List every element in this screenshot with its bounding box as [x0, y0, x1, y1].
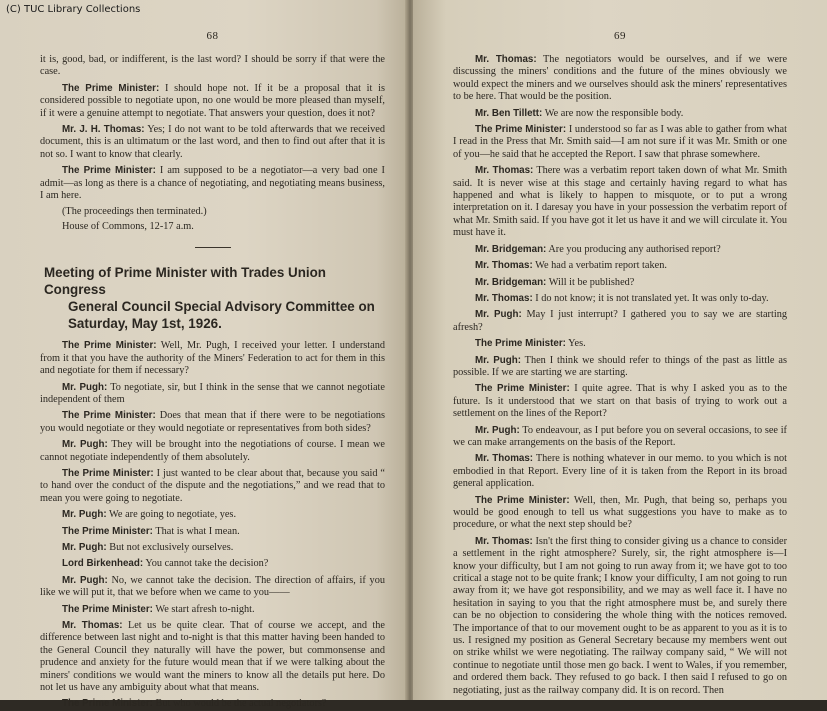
dialogue-paragraph	[453, 355, 787, 380]
terminated-note: (The proceedings then terminated.)	[62, 206, 207, 218]
speaker-name: The Prime Minister:	[62, 603, 153, 615]
speaker-name: The Prime Minister:	[62, 410, 156, 422]
speech-text: We had a verbatim report taken.	[535, 260, 667, 272]
speech-text: May I just interrupt? I gathered you to say we are starting afresh?	[453, 309, 787, 333]
dialogue-paragraph	[453, 453, 787, 490]
dialogue-paragraph	[40, 558, 385, 570]
speech-text: I am supposed to be a negotiator—a very bad one I admit—as long as there is a chance of negotiating, and negotiating means business, I am here.	[40, 165, 385, 202]
speech-text: Well, then, Mr. Pugh, that being so, perhaps you would be good enough to tell us what suggestions you have to make as to procedure, or what the next step should be?	[453, 494, 788, 531]
right-page-number: 69	[614, 30, 626, 42]
speech-text: You cannot take the decision?	[145, 558, 269, 570]
speaker-name: The Prime Minister:	[475, 494, 570, 506]
dialogue-paragraph	[453, 425, 787, 450]
speaker-name: Mr. Pugh:	[475, 309, 522, 321]
dialogue-paragraph	[453, 383, 787, 420]
speaker-name: Mr. Bridgeman:	[475, 276, 547, 288]
dialogue-paragraph	[40, 340, 385, 377]
dialogue-paragraph	[40, 382, 385, 407]
dialogue-paragraph	[40, 509, 385, 521]
speaker-name: Lord Birkenhead:	[62, 558, 144, 570]
dialogue-paragraph	[40, 165, 385, 202]
dialogue-paragraph	[453, 293, 787, 305]
speaker-name: Mr. Ben Tillett:	[475, 107, 543, 119]
location-note: House of Commons, 12-17 a.m.	[62, 220, 194, 232]
dialogue-paragraph	[453, 277, 787, 289]
dialogue-paragraph	[453, 338, 787, 350]
speaker-name: Mr. Bridgeman:	[475, 243, 547, 255]
speech-text: No, we cannot take the decision. The direction of affairs, if you like we will put it, that we before when we came to you——	[40, 574, 385, 599]
dialogue-paragraph	[453, 165, 787, 239]
speaker-name: The Prime Minister:	[475, 383, 570, 395]
speech-text: There was a verbatim report taken down of what Mr. Smith said. It is never wise at this stage and certainly having regard to what has happened and what is likely to happen to misquote, or to put a wrong interpretation on it. I daresay you have in your possession the verbatim report of what Mr. Smith said. If you have got it let us have it and we will circulate it. You must have it.	[453, 165, 788, 239]
left-page	[0, 0, 409, 710]
speaker-name: The Prime Minister:	[475, 124, 567, 136]
left-top-paragraphs	[40, 54, 385, 202]
speech-text: They will be brought into the negotiations of course. I mean we cannot negotiate independently of them absolutely.	[40, 439, 385, 463]
speaker-name: The Prime Minister:	[475, 338, 566, 350]
speech-text: it is, good, bad, or indifferent, is the last word? I should be sorry if that were the case.	[40, 54, 385, 78]
dialogue-paragraph	[453, 309, 787, 334]
speech-text: I do not know; it is not translated yet. It was only to-day.	[535, 292, 769, 304]
speech-text: There is nothing whatever in our memo. to you which is not embodied in that Report. Every line of it is taken from the Report in its broad general application.	[453, 453, 787, 490]
speaker-name: The Prime Minister:	[62, 165, 156, 177]
speech-text: The negotiators would be ourselves, and if we were discussing the miners' conditions and the future of the mines obviously we would expect the miners and we ourselves should ask the miners' representatives to be here. That would be the position.	[453, 54, 788, 103]
dialogue-paragraph	[40, 526, 385, 538]
dialogue-paragraph	[40, 124, 385, 161]
right-dialogue	[453, 54, 787, 697]
speaker-name: The Prime Minister:	[62, 698, 153, 710]
speaker-name: The Prime Minister:	[62, 82, 160, 94]
speaker-name: Mr. Thomas:	[475, 54, 537, 65]
watermark: (C) TUC Library Collections	[6, 4, 141, 15]
speech-text: That is what I mean.	[155, 525, 240, 537]
speech-text: I should hope not. If it be a proposal that it is considered possible to negotiate upon, no one would be more pleased than myself, if it were a genuine attempt to negotiate. That answers your question, does it not?	[40, 82, 385, 119]
speaker-name: The Prime Minister:	[62, 467, 154, 479]
right-page	[413, 0, 827, 700]
speaker-name: Mr. Thomas:	[475, 292, 533, 304]
heading-line-2: General Council Special Advisory Committee on	[68, 299, 375, 315]
dialogue-paragraph	[40, 698, 385, 710]
speech-text: We are now the responsible body.	[544, 107, 684, 119]
dialogue-paragraph	[40, 604, 385, 616]
left-page-number: 68	[206, 30, 219, 42]
speech-text: But not exclusively ourselves.	[109, 541, 234, 553]
speech-text: I quite agree. That is why I asked you as to the future. Is it understood that we start on that basis of trying to work out a settlement on the lines of the Report?	[453, 383, 788, 420]
speech-text: But who would be the actual negotiators?	[155, 698, 327, 710]
left-dialogue	[40, 340, 385, 711]
dialogue-paragraph	[40, 575, 385, 600]
dialogue-paragraph	[40, 542, 385, 554]
speaker-name: Mr. Pugh:	[475, 424, 520, 436]
dialogue-paragraph	[453, 124, 787, 161]
speech-text: We are going to negotiate, yes.	[109, 509, 237, 521]
dialogue-paragraph	[40, 410, 385, 435]
dialogue-paragraph	[40, 54, 385, 79]
speaker-name: Mr. J. H. Thomas:	[62, 124, 145, 136]
dialogue-paragraph	[453, 108, 787, 120]
speech-text: Yes.	[568, 338, 586, 350]
dialogue-paragraph	[453, 54, 787, 104]
speaker-name: Mr. Thomas:	[475, 260, 533, 272]
speech-text: Yes; I do not want to be told afterwards that we received document, this is an ultimatum or the last word, and then to find out after that it is not so. I want to know that clearly.	[40, 124, 385, 160]
meeting-heading	[40, 264, 385, 332]
speaker-name: Mr. Pugh:	[62, 541, 107, 553]
dialogue-paragraph	[453, 495, 787, 532]
speaker-name: Mr. Thomas:	[475, 453, 534, 465]
speech-text: I just wanted to be clear about that, because you said “ to hand over the conduct of the dispute and the negotiations,” and we read that to mean you were going to negotiate.	[40, 467, 386, 504]
speech-text: Isn't the first thing to consider giving us a chance to consider a settlement in the right atmosphere? Surely, sir, the right atmosphere is—I know your difficulty, but I am not going to run away from it; we have got to too critical a stage not to be quite frank; I know your difficulty, I am not going to run away from it; we have got responsibility, and we may as well face it. I have no hesitation in saying to you that the right atmosphere must be, and surely there can be no objection to considering the whole thing with the notices removed. The importance of that to our movement ought to be as apparent to you as it is to us. I resigned my position as General Secretary because my members went out on strike whilst we were negotiating. The railway company said, “ We will not continue to negotiate until those men go back. I went to Wales, if you remember, and ordered them back. They refused to go back. I then said I refused to go on negotiating, just as the railway company did. It is on record. Then	[453, 535, 788, 696]
section-divider	[195, 247, 231, 248]
speaker-name: Mr. Thomas:	[475, 165, 534, 177]
heading-line-3: Saturday, May 1st, 1926.	[68, 316, 222, 332]
speech-text: Well, Mr. Pugh, I received your letter. I understand from it that you have the authority of the Miners' Federation to act for them in this and negotiate for them if necessary?	[40, 340, 385, 377]
speaker-name: Mr. Pugh:	[62, 381, 108, 393]
speaker-name: Mr. Pugh:	[62, 509, 107, 521]
speech-text: Will it be published?	[548, 276, 635, 288]
speaker-name: The Prime Minister:	[62, 340, 157, 352]
dialogue-paragraph	[453, 536, 787, 697]
dialogue-paragraph	[453, 244, 787, 256]
dialogue-paragraph	[40, 83, 385, 120]
dialogue-paragraph	[453, 260, 787, 272]
speaker-name: Mr. Pugh:	[475, 354, 521, 366]
speech-text: Does that mean that if there were to be negotiations you would negotiate or they would negotiate or representatives from both sides?	[40, 410, 385, 434]
speech-text: I understood so far as I was able to gather from what I read in the Press that Mr. Smith said—I am not sure if it was Mr. Smith or one of you—he said that he accepted the Report. I saw that phrase somewhere.	[453, 124, 787, 160]
speech-text: Then I think we should refer to things of the past as little as possible. If we are starting we are starting.	[453, 354, 787, 378]
speaker-name: The Prime Minister:	[62, 525, 153, 537]
speech-text: To negotiate, sir, but I think in the sense that we cannot negotiate independent of them	[40, 381, 385, 405]
speech-text: To endeavour, as I put before you on several occasions, to see if we can make arrangements on the basis of the Report.	[453, 424, 787, 448]
speaker-name: Mr. Pugh:	[62, 439, 108, 451]
speaker-name: Mr. Thomas:	[475, 535, 533, 547]
dialogue-paragraph	[40, 439, 385, 464]
dialogue-paragraph	[40, 468, 385, 505]
heading-line-1: Meeting of Prime Minister with Trades Union Congress	[44, 265, 326, 298]
speech-text: Let us be quite clear. That of course we accept, and the difference between last night and to-night is that this matter having been handed to the General Council they naturally will have the power, but commonsense and prudence and anxiety for the future would mean that if we were talking about the miners' conditions we would want the miners to know all the details put here. Do not let us have any ambiguity about what that means.	[40, 620, 385, 694]
speaker-name: Mr. Pugh:	[62, 574, 108, 586]
speaker-name: Mr. Thomas:	[62, 620, 123, 631]
speech-text: Are you producing any authorised report?	[548, 243, 721, 255]
speech-text: We start afresh to-night.	[155, 603, 255, 615]
dialogue-paragraph	[40, 620, 385, 694]
